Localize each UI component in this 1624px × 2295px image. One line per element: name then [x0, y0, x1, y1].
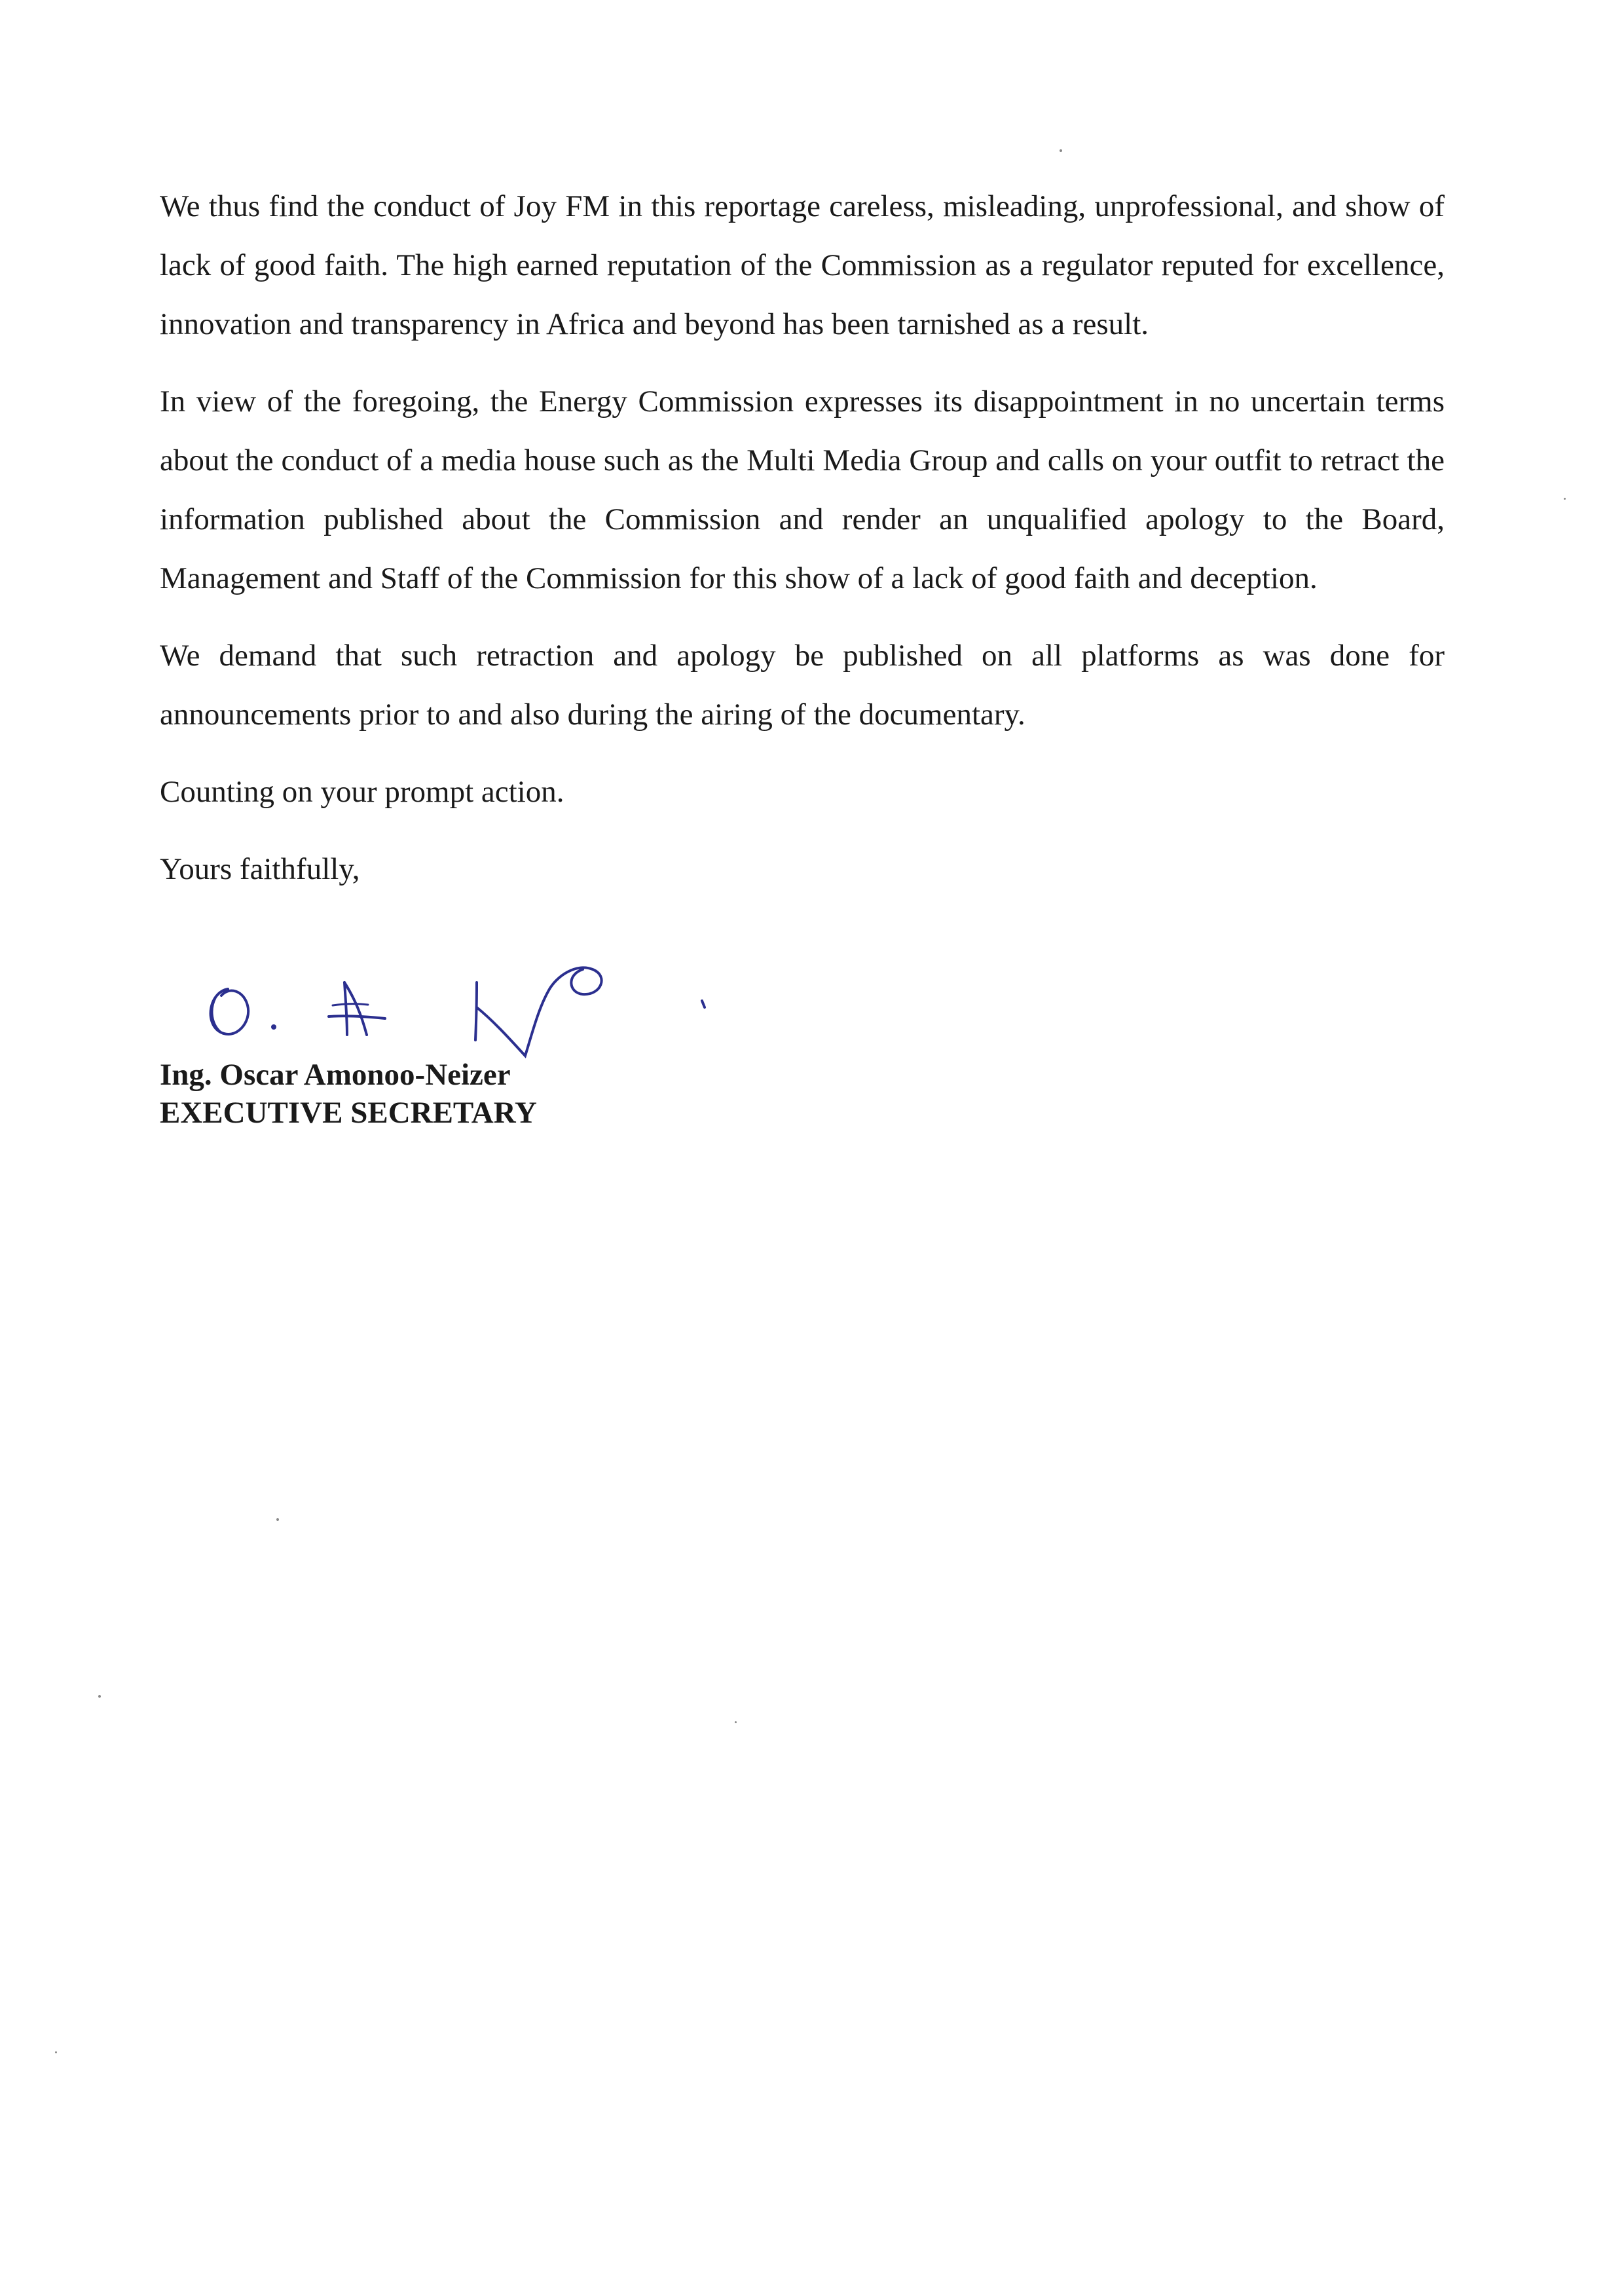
paragraph-demand: We demand that such retraction and apology be published on all platforms as was done for announcements prior to and also during the airing of the documentary. [160, 639, 1445, 732]
scan-speck [276, 1518, 279, 1521]
letter-body [160, 177, 1445, 917]
scan-speck [98, 1695, 101, 1698]
handwritten-signature [190, 943, 740, 1074]
scan-speck [1564, 498, 1566, 500]
paragraph-disappointment: In view of the foregoing, the Energy Commission expresses its disappointment in no uncertain terms about the conduct of a media house such as the Multi Media Group and calls on your outfit to retract the information published about the Commission and render an unqualified apology to the Board, Management and Staff of the Commission for this show of a lack of good faith and deception. [160, 384, 1445, 595]
paragraph-conduct: We thus find the conduct of Joy FM in this reportage careless, misleading, unprofessional, and show of lack of good faith. The high earned reputation of the Commission as a regulator reputed for excellence, innovation and transparency in Africa and beyond has been tarnished as a result. [160, 189, 1445, 341]
scan-speck [1060, 149, 1062, 152]
scan-speck [55, 2051, 57, 2053]
valediction: Yours faithfully, [160, 852, 360, 886]
signatory-title: EXECUTIVE SECRETARY [160, 1096, 537, 1130]
signatory-name: Ing. Oscar Amonoo-Neizer [160, 1058, 511, 1092]
signatory-block [160, 1056, 537, 1132]
closing-line: Counting on your prompt action. [160, 775, 564, 809]
scan-speck [735, 1721, 737, 1723]
